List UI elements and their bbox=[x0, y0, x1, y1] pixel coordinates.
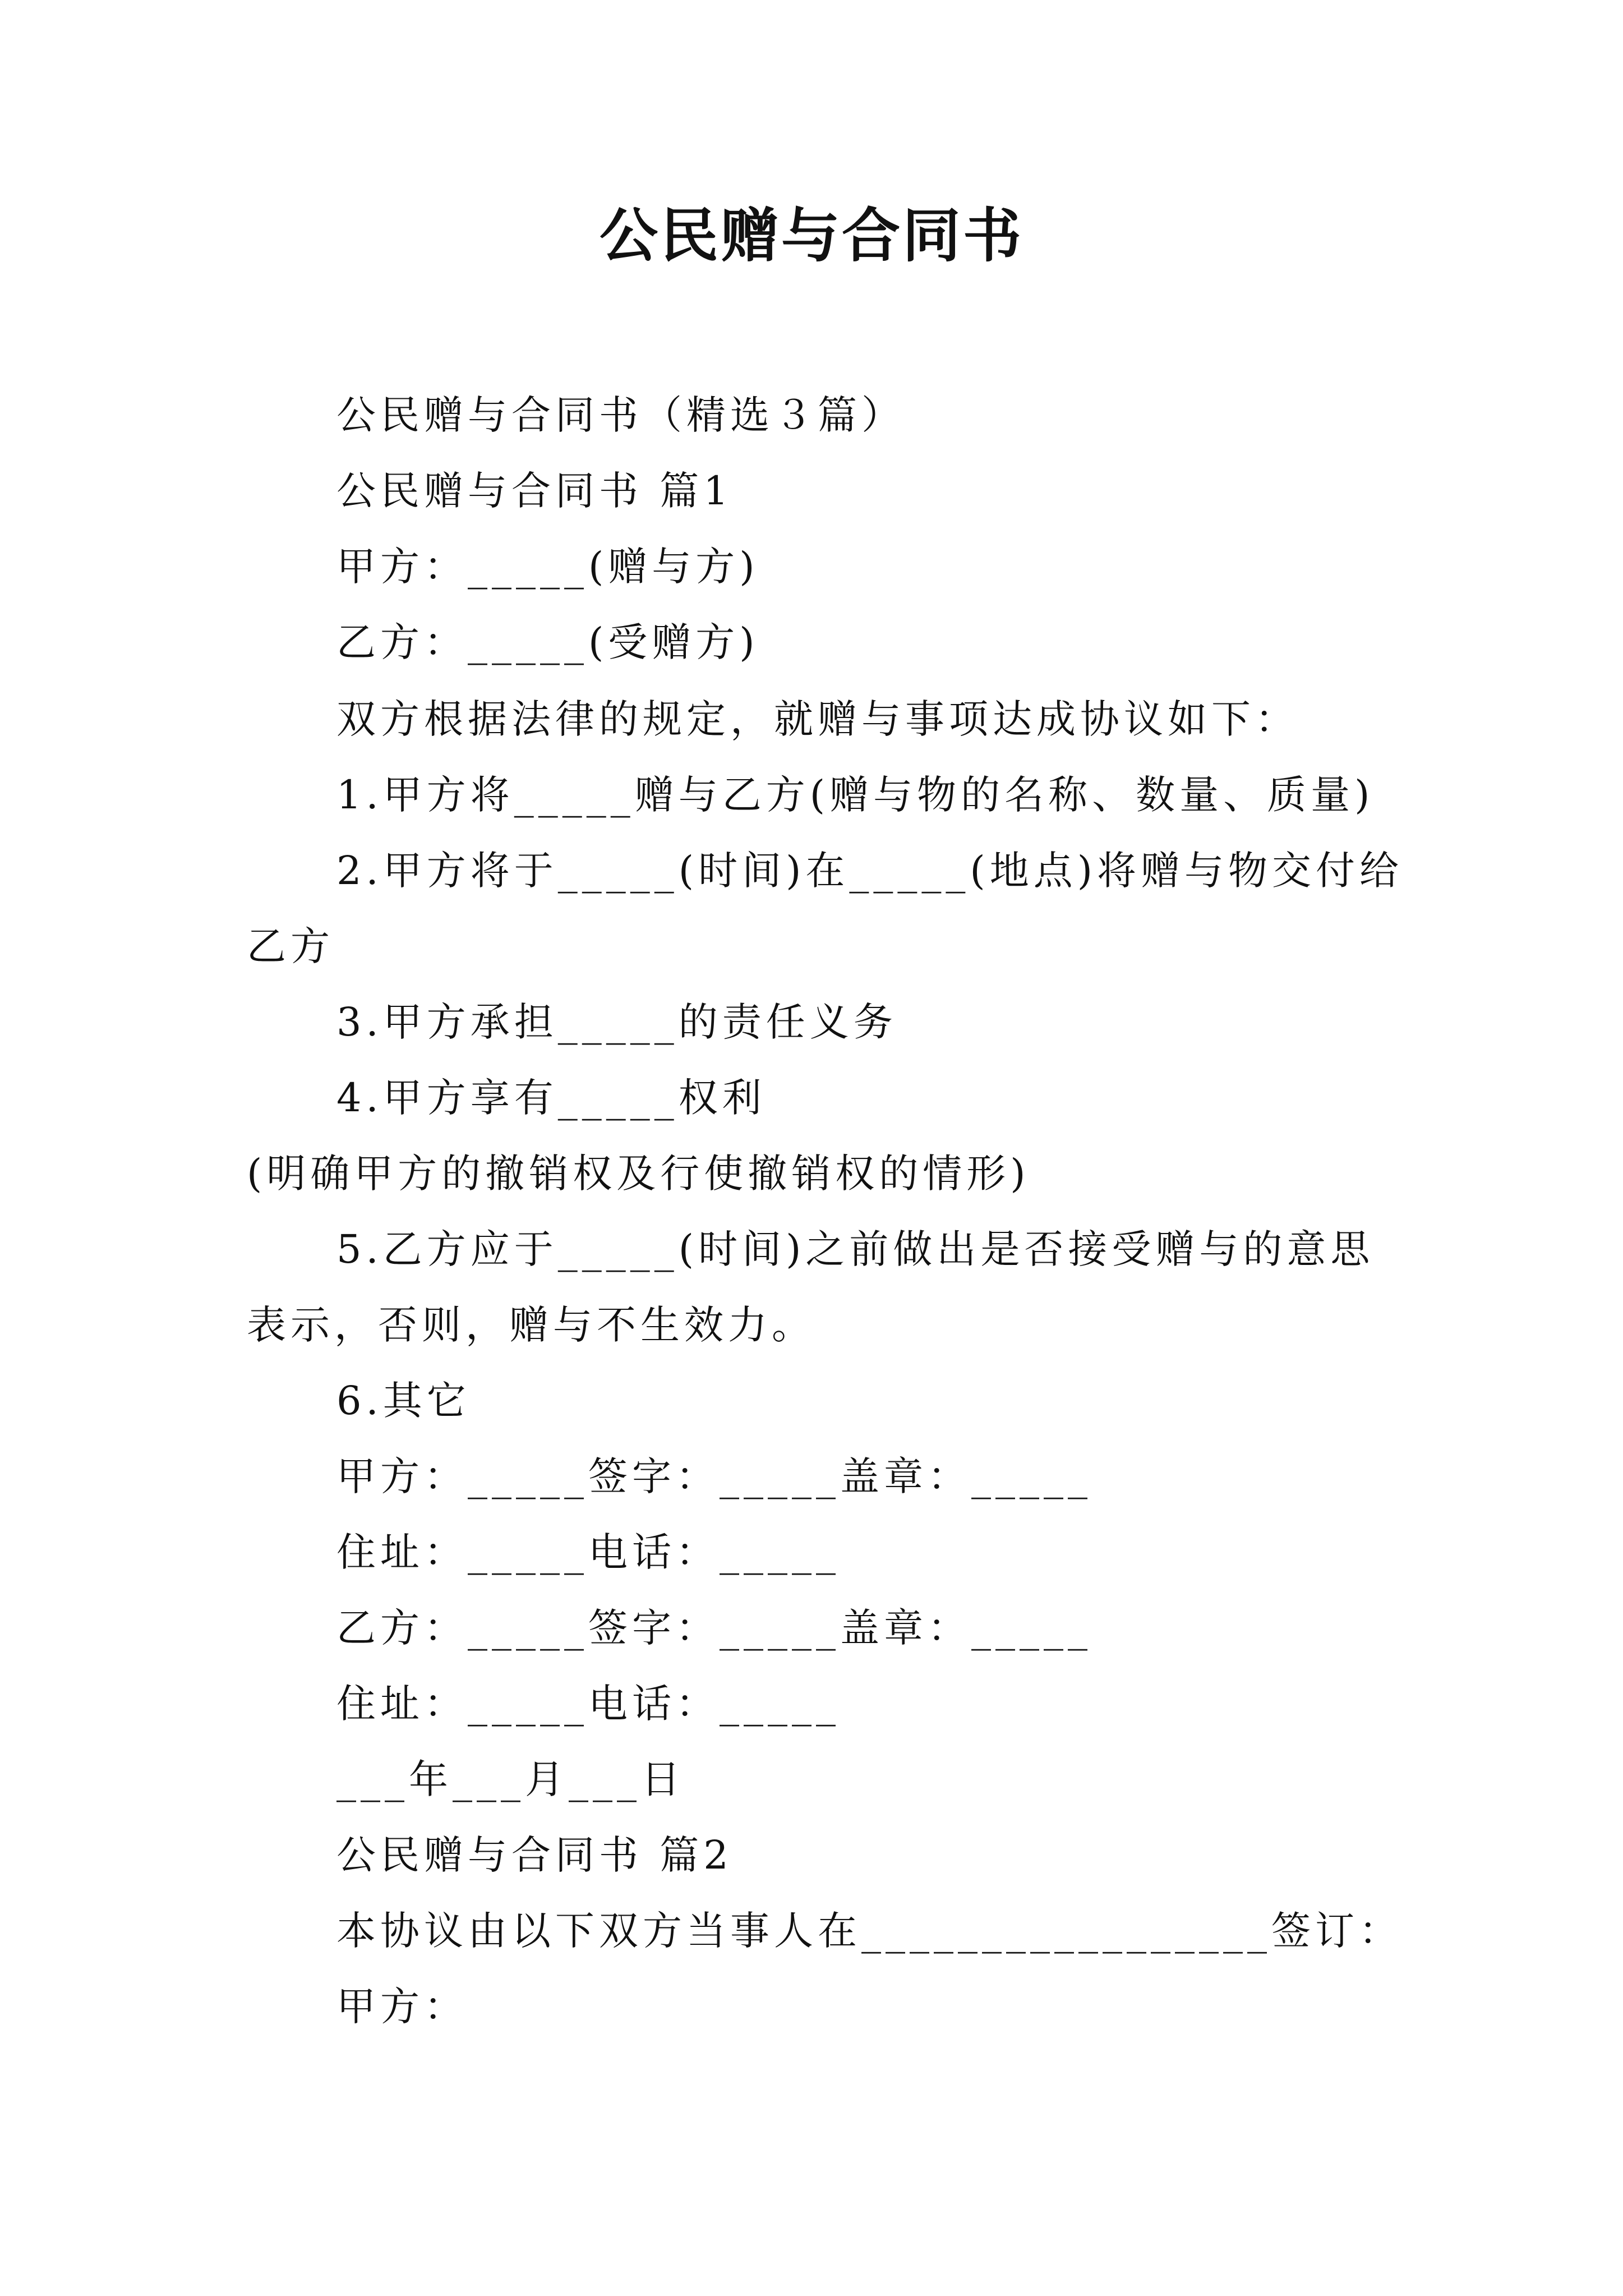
agreement-location: 本协议由以下双方当事人在_________________签订： bbox=[336, 1908, 1403, 1954]
party-b-contact: 住址：_____电话：_____ bbox=[336, 1681, 840, 1727]
section-heading-2: 公民赠与合同书 篇2 bbox=[336, 1832, 733, 1878]
clause-1: 1.甲方将_____赠与乙方(赠与物的名称、数量、质量) bbox=[336, 772, 1375, 818]
clause-2: 2.甲方将于_____(时间)在_____(地点)将赠与物交付给 bbox=[336, 848, 1404, 894]
party-a-signature: 甲方：_____签字：_____盖章：_____ bbox=[336, 1453, 1092, 1499]
document-title: 公民赠与合同书 bbox=[599, 201, 1023, 270]
clause-3: 3.甲方承担_____的责任义务 bbox=[336, 999, 897, 1045]
clause-6: 6.其它 bbox=[336, 1378, 471, 1424]
agreement-intro: 双方根据法律的规定，就赠与事项达成协议如下： bbox=[336, 696, 1299, 742]
clause-5-continued: 表示，否则，赠与不生效力。 bbox=[247, 1302, 815, 1348]
party-b-signature: 乙方：_____签字：_____盖章：_____ bbox=[336, 1605, 1092, 1651]
section-heading-1: 公民赠与合同书 篇1 bbox=[336, 468, 733, 514]
party-a-line: 甲方：_____(赠与方) bbox=[336, 544, 759, 590]
party-a-contact: 住址：_____电话：_____ bbox=[336, 1529, 840, 1575]
clause-4-note: (明确甲方的撤销权及行使撤销权的情形) bbox=[247, 1151, 1030, 1197]
party-b-line: 乙方：_____(受赠方) bbox=[336, 619, 759, 665]
party-a-start: 甲方： bbox=[336, 1984, 468, 2030]
subtitle-line: 公民赠与合同书（精选３篇） bbox=[336, 392, 905, 438]
clause-5: 5.乙方应于_____(时间)之前做出是否接受赠与的意思 bbox=[336, 1226, 1375, 1272]
date-line: ___年___月___日 bbox=[336, 1756, 685, 1802]
clause-2-continued: 乙方 bbox=[247, 923, 334, 969]
clause-4: 4.甲方享有_____权利 bbox=[336, 1075, 766, 1121]
